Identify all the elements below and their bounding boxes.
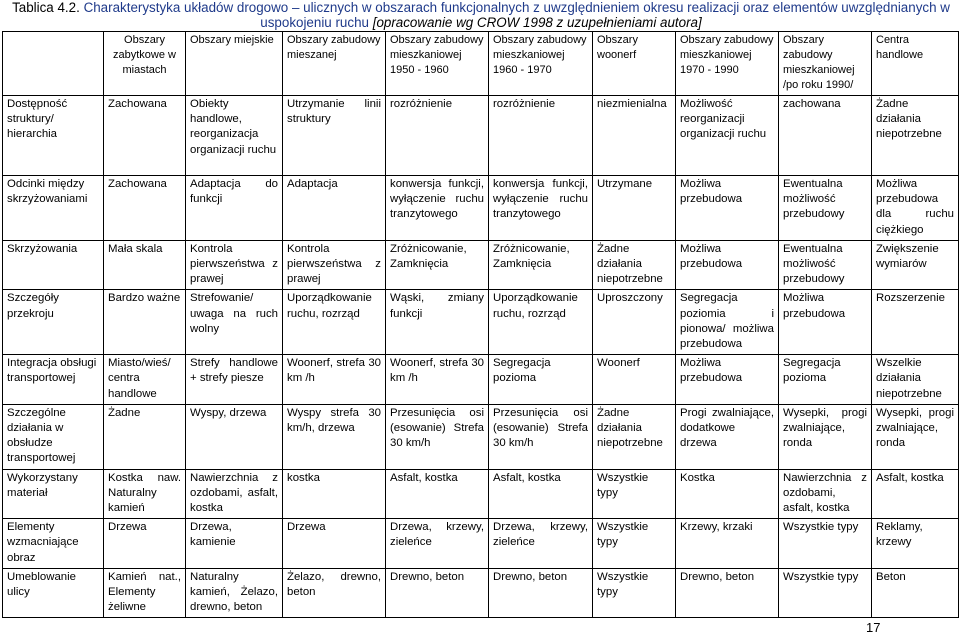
page-number: 17	[866, 620, 881, 635]
table-cell: Żadne działania niepotrzebne	[872, 96, 959, 176]
header-cell: Obszary zabytkowe w miastach	[104, 32, 186, 96]
table-cell: Drzewa	[283, 519, 386, 569]
table-cell: Ewentualna możliwość przebudowy	[779, 240, 872, 290]
table-cell: Możliwa przebudowa	[676, 240, 779, 290]
table-cell: Możliwość reorganizacji organizacji ruchu	[676, 96, 779, 176]
table-cell: Możliwa przebudowa dla ruchu ciężkiego	[872, 176, 959, 241]
table-cell: Bardzo ważne	[104, 290, 186, 355]
caption-title: Charakterystyka układów drogowo – ulicznych w obszarach funkcjonalnych z uwzględnieniem okresu realizacji oraz elementów uwzględnianych w uspokojeniu ruchu	[83, 0, 950, 30]
table-cell: niezmienialna	[593, 96, 676, 176]
table-cell: Obiekty handlowe, reorganizacja organizacji ruchu	[186, 96, 283, 176]
table-cell: Asfalt, kostka	[386, 469, 489, 519]
table-cell: Zróżnicowanie, Zamknięcia	[386, 240, 489, 290]
table-cell: Wyspy, drzewa	[186, 404, 283, 469]
table-cell: Wysepki, progi zwalniające, ronda	[872, 404, 959, 469]
row-header-cell: Szczegóły przekroju	[3, 290, 104, 355]
table-cell: Możliwa przebudowa	[676, 176, 779, 241]
table-cell: Możliwa przebudowa	[676, 355, 779, 405]
row-header-cell: Dostępność struktury/ hierarchia	[3, 96, 104, 176]
table-cell: Drewno, beton	[676, 568, 779, 618]
table-cell: kostka	[283, 469, 386, 519]
row-header-cell: Integracja obsługi transportowej	[3, 355, 104, 405]
table-cell: Żadne działania niepotrzebne	[593, 404, 676, 469]
table-cell: Progi zwalniające, dodatkowe drzewa	[676, 404, 779, 469]
row-header-cell: Szczególne działania w obsłudze transportowej	[3, 404, 104, 469]
table-row	[3, 469, 959, 519]
table-cell: Zwiększenie wymiarów	[872, 240, 959, 290]
table-cell: Wszystkie typy	[593, 519, 676, 569]
table-cell: Kamień nat., Elementy żeliwne	[104, 568, 186, 618]
row-header-cell: Skrzyżowania	[3, 240, 104, 290]
caption-source-note: [opracowanie wg CROW 1998 z uzupełnieniami autora]	[372, 15, 702, 30]
table-cell: Nawierzchnia z ozdobami, asfalt, kostka	[779, 469, 872, 519]
table-cell: rozróżnienie	[489, 96, 593, 176]
table-cell: Przesunięcia osi (esowanie) Strefa 30 km/h	[386, 404, 489, 469]
header-cell: Obszary zabudowy mieszkaniowej 1960 - 1970	[489, 32, 593, 96]
table-cell: Mała skala	[104, 240, 186, 290]
table-cell: Adaptacja do funkcji	[186, 176, 283, 241]
table-cell: Beton	[872, 568, 959, 618]
table-cell: Rozszerzenie	[872, 290, 959, 355]
table-row	[3, 176, 959, 241]
table-cell: Uporządkowanie ruchu, rozrząd	[283, 290, 386, 355]
header-cell: Obszary zabudowy mieszkaniowej 1970 - 1990	[676, 32, 779, 96]
table-cell: Możliwa przebudowa	[779, 290, 872, 355]
table-row	[3, 96, 959, 176]
table-row	[3, 519, 959, 569]
table-cell: Drzewa	[104, 519, 186, 569]
table-cell: Woonerf	[593, 355, 676, 405]
table-cell: Utrzymane	[593, 176, 676, 241]
table-cell: Drzewa, kamienie	[186, 519, 283, 569]
header-cell: Obszary zabudowy mieszkaniowej /po roku 1990/	[779, 32, 872, 96]
table-row	[3, 404, 959, 469]
table-cell: zachowana	[779, 96, 872, 176]
table-cell: Kostka naw. Naturalny kamień	[104, 469, 186, 519]
table-cell: Nawierzchnia z ozdobami, asfalt, kostka	[186, 469, 283, 519]
table-cell: Wyspy strefa 30 km/h, drzewa	[283, 404, 386, 469]
table-cell: Strefy handlowe + strefy piesze	[186, 355, 283, 405]
table-cell: Asfalt, kostka	[872, 469, 959, 519]
table-cell: konwersja funkcji, wyłączenie ruchu tranzytowego	[489, 176, 593, 241]
table-body	[3, 96, 959, 618]
table-cell: Zachowana	[104, 96, 186, 176]
table-cell: Kontrola pierwszeństwa z prawej	[186, 240, 283, 290]
table-cell: Uporządkowanie ruchu, rozrząd	[489, 290, 593, 355]
header-cell: Obszary miejskie	[186, 32, 283, 96]
table-cell: Wąski, zmiany funkcji	[386, 290, 489, 355]
table-cell: Drzewa, krzewy, zieleńce	[386, 519, 489, 569]
table-cell: Ewentualna możliwość przebudowy	[779, 176, 872, 241]
row-header-cell: Wykorzystany materiał	[3, 469, 104, 519]
table-cell: Kostka	[676, 469, 779, 519]
table-caption	[6, 0, 956, 30]
table-cell: Przesunięcia osi (esowanie) Strefa 30 km/h	[489, 404, 593, 469]
caption-number: Tablica 4.2.	[12, 0, 80, 15]
table-cell: Strefowanie/ uwaga na ruch wolny	[186, 290, 283, 355]
table-cell: Naturalny kamień, Żelazo, drewno, beton	[186, 568, 283, 618]
table-cell: Wszystkie typy	[593, 469, 676, 519]
table-row	[3, 240, 959, 290]
header-cell: Obszary zabudowy mieszanej	[283, 32, 386, 96]
header-cell: Centra handlowe	[872, 32, 959, 96]
table-cell: Żadne	[104, 404, 186, 469]
table-cell: Segregacja pozioma	[489, 355, 593, 405]
table-cell: Reklamy, krzewy	[872, 519, 959, 569]
header-cell: Obszary woonerf	[593, 32, 676, 96]
table-cell: Kontrola pierwszeństwa z prawej	[283, 240, 386, 290]
table-cell: Zróżnicowanie, Zamknięcia	[489, 240, 593, 290]
table-cell: Segregacja pozioma	[779, 355, 872, 405]
table-row	[3, 568, 959, 618]
table-cell: Drzewa, krzewy, zieleńce	[489, 519, 593, 569]
table-cell: Zachowana	[104, 176, 186, 241]
table-cell: Woonerf, strefa 30 km /h	[386, 355, 489, 405]
header-cell-blank	[3, 32, 104, 96]
row-header-cell: Elementy wzmacniające obraz	[3, 519, 104, 569]
table-cell: Segregacja poziomia i pionowa/ możliwa przebudowa	[676, 290, 779, 355]
table-cell: Drewno, beton	[489, 568, 593, 618]
table-cell: Wszelkie działania niepotrzebne	[872, 355, 959, 405]
table-cell: Asfalt, kostka	[489, 469, 593, 519]
table-cell: Miasto/wieś/ centra handlowe	[104, 355, 186, 405]
table-row	[3, 290, 959, 355]
table-cell: Wszystkie typy	[779, 519, 872, 569]
table-cell: Żadne działania niepotrzebne	[593, 240, 676, 290]
table-cell: Utrzymanie linii struktury	[283, 96, 386, 176]
table-row	[3, 355, 959, 405]
header-cell: Obszary zabudowy mieszkaniowej 1950 - 1960	[386, 32, 489, 96]
row-header-cell: Umeblowanie ulicy	[3, 568, 104, 618]
table-cell: rozróżnienie	[386, 96, 489, 176]
characteristics-table	[2, 31, 959, 618]
table-cell: Żelazo, drewno, beton	[283, 568, 386, 618]
table-cell: Adaptacja	[283, 176, 386, 241]
table-cell: Woonerf, strefa 30 km /h	[283, 355, 386, 405]
table-cell: Drewno, beton	[386, 568, 489, 618]
header-row	[3, 32, 959, 96]
table-cell: Krzewy, krzaki	[676, 519, 779, 569]
row-header-cell: Odcinki między skrzyżowaniami	[3, 176, 104, 241]
table-cell: Uproszczony	[593, 290, 676, 355]
table-cell: Wszystkie typy	[779, 568, 872, 618]
table-cell: konwersja funkcji, wyłączenie ruchu tranzytowego	[386, 176, 489, 241]
table-cell: Wszystkie typy	[593, 568, 676, 618]
table-cell: Wysepki, progi zwalniające, ronda	[779, 404, 872, 469]
